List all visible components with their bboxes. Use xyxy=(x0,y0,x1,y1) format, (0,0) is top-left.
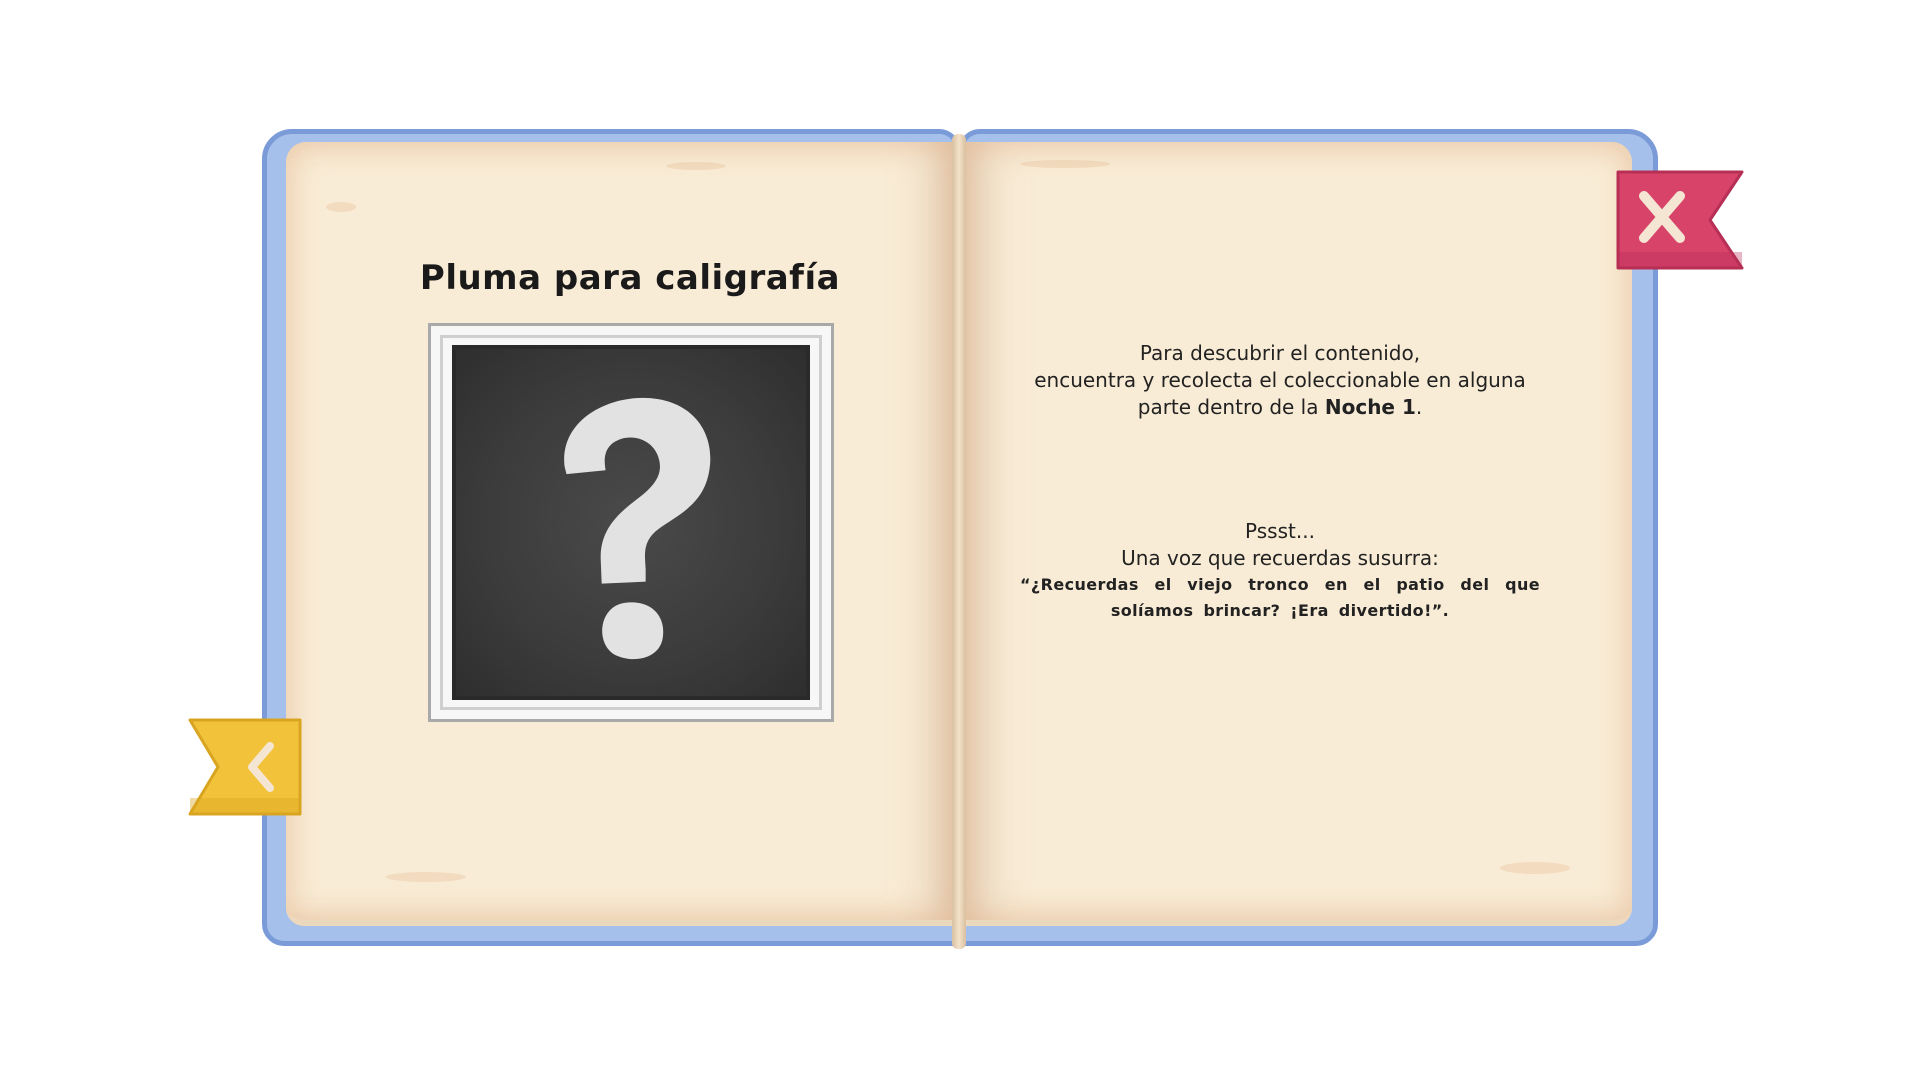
close-button[interactable] xyxy=(1614,168,1746,272)
whisper-intro: Pssst... xyxy=(1245,519,1315,543)
hint-line-3-prefix: parte dentro de la xyxy=(1137,395,1325,419)
hint-line-1: Para descubrir el contenido, xyxy=(1139,341,1421,365)
hint-line-2: encuentra y recolecta el coleccionable en alguna xyxy=(1034,368,1526,392)
question-mark-icon xyxy=(456,349,806,696)
page-stain xyxy=(666,162,726,170)
collectible-picture-locked xyxy=(452,345,810,700)
quote-open-mark: “ xyxy=(1020,575,1031,594)
quote-close-mark: ”. xyxy=(1431,601,1450,620)
page-stain xyxy=(386,872,466,882)
collectible-hint xyxy=(1020,340,1540,421)
hint-line-3-suffix: . xyxy=(1415,395,1423,419)
page-stain xyxy=(1020,160,1110,168)
whisper-quote xyxy=(1020,572,1540,624)
page-stain xyxy=(326,202,356,212)
collectible-picture-frame xyxy=(428,323,834,722)
collectible-title: Pluma para caligrafía xyxy=(419,258,841,298)
previous-page-button[interactable] xyxy=(188,716,304,818)
whisper-hint xyxy=(1020,518,1540,624)
whisper-line: Una voz que recuerdas susurra: xyxy=(1121,546,1439,570)
quote-text: ¿Recuerdas el viejo tronco en el patio del que solíamos brincar? ¡Era divertido! xyxy=(1030,575,1540,620)
hint-line-3 xyxy=(1020,394,1540,421)
book-spine xyxy=(952,134,966,949)
hint-night-name: Noche 1 xyxy=(1324,395,1416,419)
page-stain xyxy=(1500,862,1570,874)
